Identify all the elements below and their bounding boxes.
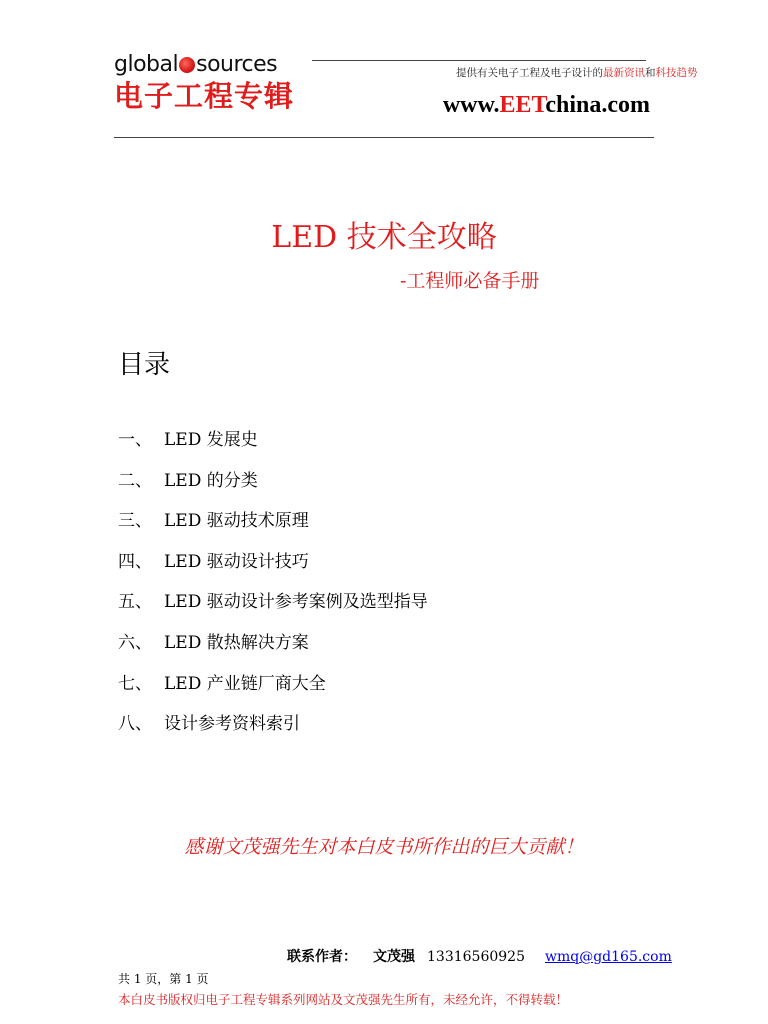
toc-item[interactable] (118, 631, 428, 672)
tagline-highlight-1: 最新资讯 (603, 67, 645, 79)
logo-global-text: global (114, 52, 179, 77)
contact-name: 文茂强 (373, 949, 415, 965)
logo-chinese-name: 电子工程专辑 (114, 79, 295, 113)
toc-item[interactable] (118, 428, 428, 469)
copyright-notice: 本白皮书版权归电子工程专辑系列网站及文茂强先生所有，未经允许，不得转载！ (118, 992, 569, 1007)
global-sources-logo[interactable] (114, 52, 294, 114)
contact-phone: 13316560925 (427, 949, 525, 965)
header-rule-top (312, 60, 646, 61)
toc-item[interactable] (118, 712, 428, 753)
logo-globe-icon (179, 57, 195, 73)
toc-item-number: 四、 (118, 551, 152, 572)
tagline-text-1: 提供有关电子工程及电子设计的 (456, 67, 603, 79)
site-suffix: china.com (545, 92, 650, 118)
document-subtitle: -工程师必备手册 (400, 270, 540, 292)
document-title: LED 技术全攻略 (271, 220, 497, 255)
toc-item-text: 设计参考资料索引 (164, 714, 300, 735)
toc-item-number: 三、 (118, 511, 152, 532)
toc-item[interactable] (118, 550, 428, 591)
page-count: 共 1 页，第 1 页 (118, 972, 209, 986)
toc-item-text: LED 驱动设计参考案例及选型指导 (164, 592, 428, 613)
toc-item-number: 六、 (118, 632, 152, 653)
tagline-highlight-2: 科技趋势 (655, 67, 698, 79)
contact-line (287, 946, 672, 966)
toc-item-number: 一、 (118, 430, 152, 450)
tagline-text-2: 和 (645, 67, 656, 79)
contact-label: 联系作者： (287, 949, 357, 965)
toc-heading: 目录 (118, 350, 171, 380)
toc-item-text: LED 驱动技术原理 (164, 511, 309, 532)
toc-item-number: 二、 (118, 470, 152, 491)
site-url-link[interactable] (443, 92, 650, 119)
header-rule-bottom (114, 137, 654, 138)
acknowledgement: 感谢文茂强先生对本白皮书所作出的巨大贡献！ (184, 836, 584, 858)
toc-item[interactable] (118, 590, 428, 631)
toc-item[interactable] (118, 672, 428, 713)
header-tagline (456, 65, 698, 80)
toc-item-text: LED 产业链厂商大全 (164, 673, 326, 694)
logo-sources-text: sources (196, 52, 278, 77)
toc-item[interactable] (118, 509, 428, 550)
toc-item-text: LED 的分类 (164, 470, 258, 491)
toc-item-text: LED 驱动设计技巧 (164, 551, 309, 572)
contact-email-link[interactable]: wmq@gd165.com (544, 949, 672, 965)
toc-item-number: 五、 (118, 592, 152, 613)
logo-wordmark (114, 52, 294, 78)
site-prefix: www. (442, 92, 500, 118)
toc-item-text: LED 发展史 (164, 430, 258, 450)
table-of-contents (118, 428, 428, 753)
toc-item-number: 八、 (118, 714, 152, 735)
toc-item-text: LED 散热解决方案 (164, 632, 309, 653)
toc-item-number: 七、 (118, 673, 152, 694)
site-brand: EET (499, 92, 546, 118)
toc-item[interactable] (118, 469, 428, 510)
